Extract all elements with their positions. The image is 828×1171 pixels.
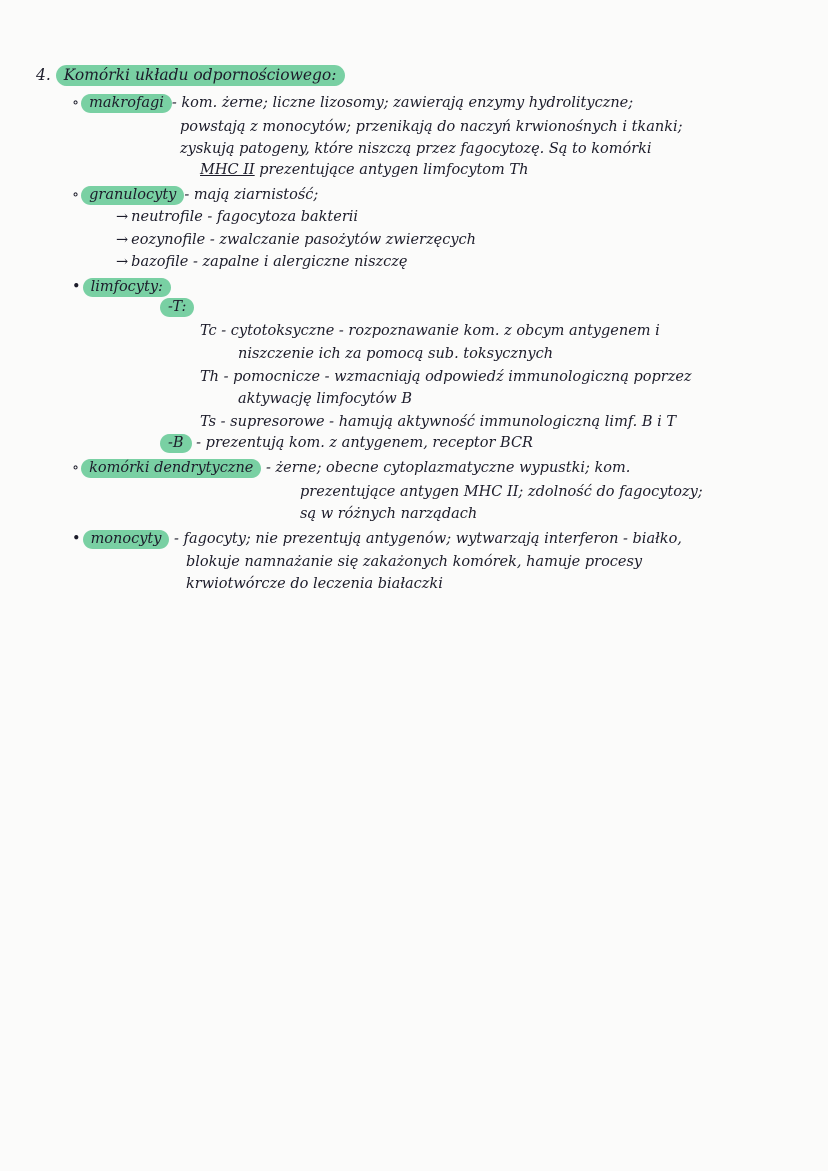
limfocyty-line (72, 278, 171, 296)
section-number: 4. (36, 66, 51, 84)
limfocyty-term: limfocyty: (83, 278, 171, 297)
bullet-icon: ∘ (72, 187, 80, 203)
th-line-2: aktywację limfocytów B (238, 391, 412, 407)
limfocyty-b-text: - prezentują kom. z antygenem, receptor BCR (191, 435, 533, 451)
section-heading (36, 66, 345, 84)
dendrytyczne-text-1: - żerne; obecne cytoplazmatyczne wypustki; kom. (261, 460, 631, 476)
dendrytyczne-line-1 (72, 459, 630, 477)
ts-line: Ts - supresorowe - hamują aktywność immunologiczną limf. B i T (200, 414, 677, 430)
limfocyty-b-line (160, 434, 533, 452)
monocyty-line-2: blokuje namnażanie się zakażonych komórek, hamuje procesy (186, 554, 643, 570)
dendrytyczne-line-3: są w różnych narządach (300, 506, 478, 522)
dendrytyczne-term: komórki dendrytyczne (81, 459, 261, 478)
arrow-right-icon: → (116, 209, 129, 225)
bullet-icon: ∘ (72, 460, 80, 476)
makrofagi-line-1 (72, 94, 633, 112)
bullet-icon: • (72, 279, 81, 295)
granulocyty-item: → bazofile - zapalne i alergiczne niszczę (116, 254, 408, 270)
monocyty-text-1: - fagocyty; nie prezentują antygenów; wytwarzają interferon - białko, (169, 531, 682, 547)
arrow-right-icon: → (116, 254, 129, 270)
bullet-icon: ∘ (72, 95, 80, 111)
dendrytyczne-line-2: prezentujące antygen MHC II; zdolność do fagocytozy; (300, 484, 703, 500)
granulocyty-line-1 (72, 186, 318, 204)
limfocyty-b-label: -B (160, 434, 192, 453)
bullet-icon: • (72, 531, 81, 547)
granulocyty-item: → eozynofile - zwalczanie pasożytów zwierzęcych (116, 232, 476, 248)
granulocyty-text-1: - mają ziarnistość; (184, 187, 319, 203)
makrofagi-text-4: prezentujące antygen limfocytom Th (254, 162, 529, 178)
tc-line: Tc - cytotoksyczne - rozpoznawanie kom. z obcym antygenem i (200, 323, 660, 339)
granulocyty-term: granulocyty (81, 186, 184, 205)
tc-line-2: niszczenie ich za pomocą sub. toksycznych (238, 346, 554, 362)
makrofagi-text-1: - kom. żerne; liczne lizosomy; zawierają enzymy hydrolityczne; (171, 95, 634, 111)
makrofagi-line-2: powstają z monocytów; przenikają do naczyń krwionośnych i tkanki; (180, 119, 683, 135)
makrofagi-term: makrofagi (81, 94, 172, 113)
monocyty-line-3: krwiotwórcze do leczenia białaczki (186, 576, 443, 592)
arrow-right-icon: → (116, 232, 129, 248)
makrofagi-line-3: zyskują patogeny, które niszczą przez fagocytozę. Są to komórki (180, 141, 652, 157)
granulocyty-item: → neutrofile - fagocytoza bakterii (116, 209, 359, 225)
section-title: Komórki układu odpornościowego: (56, 65, 345, 86)
th-line: Th - pomocnicze - wzmacniają odpowiedź immunologiczną poprzez (200, 369, 692, 385)
makrofagi-line-4 (200, 161, 528, 179)
monocyty-term: monocyty (83, 530, 170, 549)
monocyty-line-1 (72, 530, 682, 548)
mhc-label: MHC II (200, 162, 255, 178)
limfocyty-t-label: -T: (160, 298, 194, 316)
